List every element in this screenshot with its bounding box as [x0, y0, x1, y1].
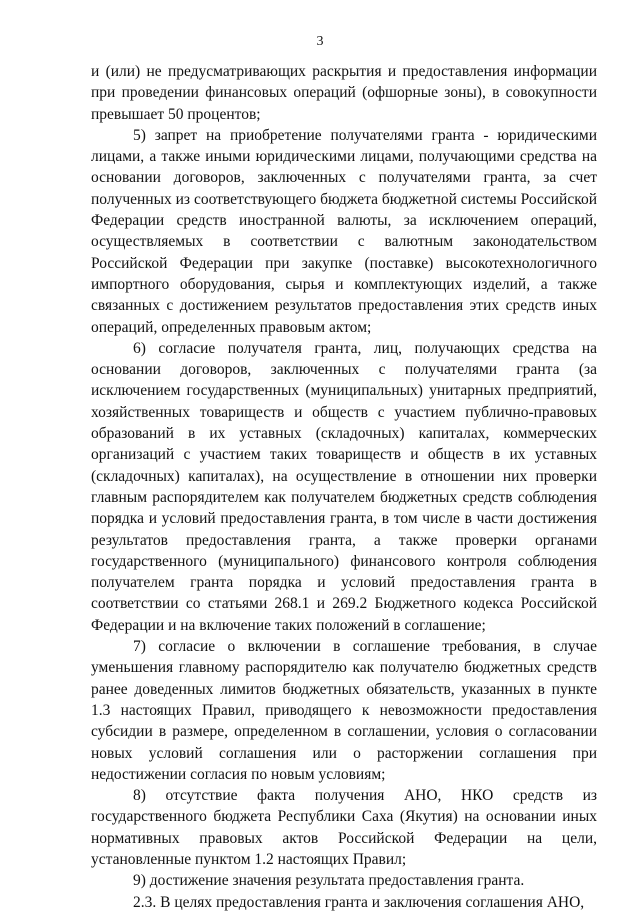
paragraph-item-9: 9) достижение значения результата предоставления гранта.: [133, 872, 525, 890]
paragraph-item-8: 8) отсутствие факта получения АНО, НКО средств из государственного бюджета Республики Саха (Якутия) на основании иных нормативных правовых актов Российской Федерации на цели, установленные пунктом 1.2 настоящих Правил;: [91, 787, 597, 868]
document-body: [91, 61, 597, 913]
page-number: 3: [316, 34, 324, 49]
paragraph-item-5: 5) запрет на приобретение получателями гранта - юридическими лицами, а также иными юридическими лицами, получающими средства на основании договоров, заключенных с получателями гранта, за счет полученных из соответствующего бюджета бюджетной системы Российской Федерации средств иностранной валюты, за исключением операций, осуществляемых в соответствии с валютным законодательством Российской Федерации при закупке (поставке) высокотехнологичного импортного оборудования, сырья и комплектующих изделий, а также связанных с достижением результатов предоставления этих средств иных операций, определенных правовым актом;: [91, 126, 597, 336]
paragraph-item-7: 7) согласие о включении в соглашение требования, в случае уменьшения главному распорядителю как получателю бюджетных средств ранее доведенных лимитов бюджетных обязательств, указанных в пункте 1.3 настоящих Правил, приводящего к невозможности предоставления субсидии в размере, определенном в соглашении, условия о согласовании новых условий соглашения или о расторжении соглашения при недостижении согласия по новым условиям;: [91, 638, 597, 783]
paragraph-continuation: и (или) не предусматривающих раскрытия и предоставления информации при проведении финансовых операций (офшорные зоны), в совокупности превышает 50 процентов;: [91, 63, 597, 123]
paragraph-item-6: 6) согласие получателя гранта, лиц, получающих средства на основании договоров, заключенных с получателями гранта (за исключением государственных (муниципальных) унитарных предприятий, хозяйственных товариществ и обществ с участием публично-правовых образований в их уставных (складочных) капиталах, коммерческих организаций с участием таких товариществ и обществ в их уставных (складочных) капиталах), на осуществление в отношении них проверки главным распорядителем как получателем бюджетных средств соблюдения порядка и условий предоставления гранта, в том числе в части достижения результатов предоставления гранта, а также проверки органами государственного (муниципального) финансового контроля соблюдения получателем гранта порядка и условий предоставления гранта в соответствии со статьями 268.1 и 269.2 Бюджетного кодекса Российской Федерации и на включение таких положений в соглашение;: [91, 339, 597, 634]
paragraph-section-2-3: 2.3. В целях предоставления гранта и заключения соглашения АНО,: [133, 893, 585, 911]
